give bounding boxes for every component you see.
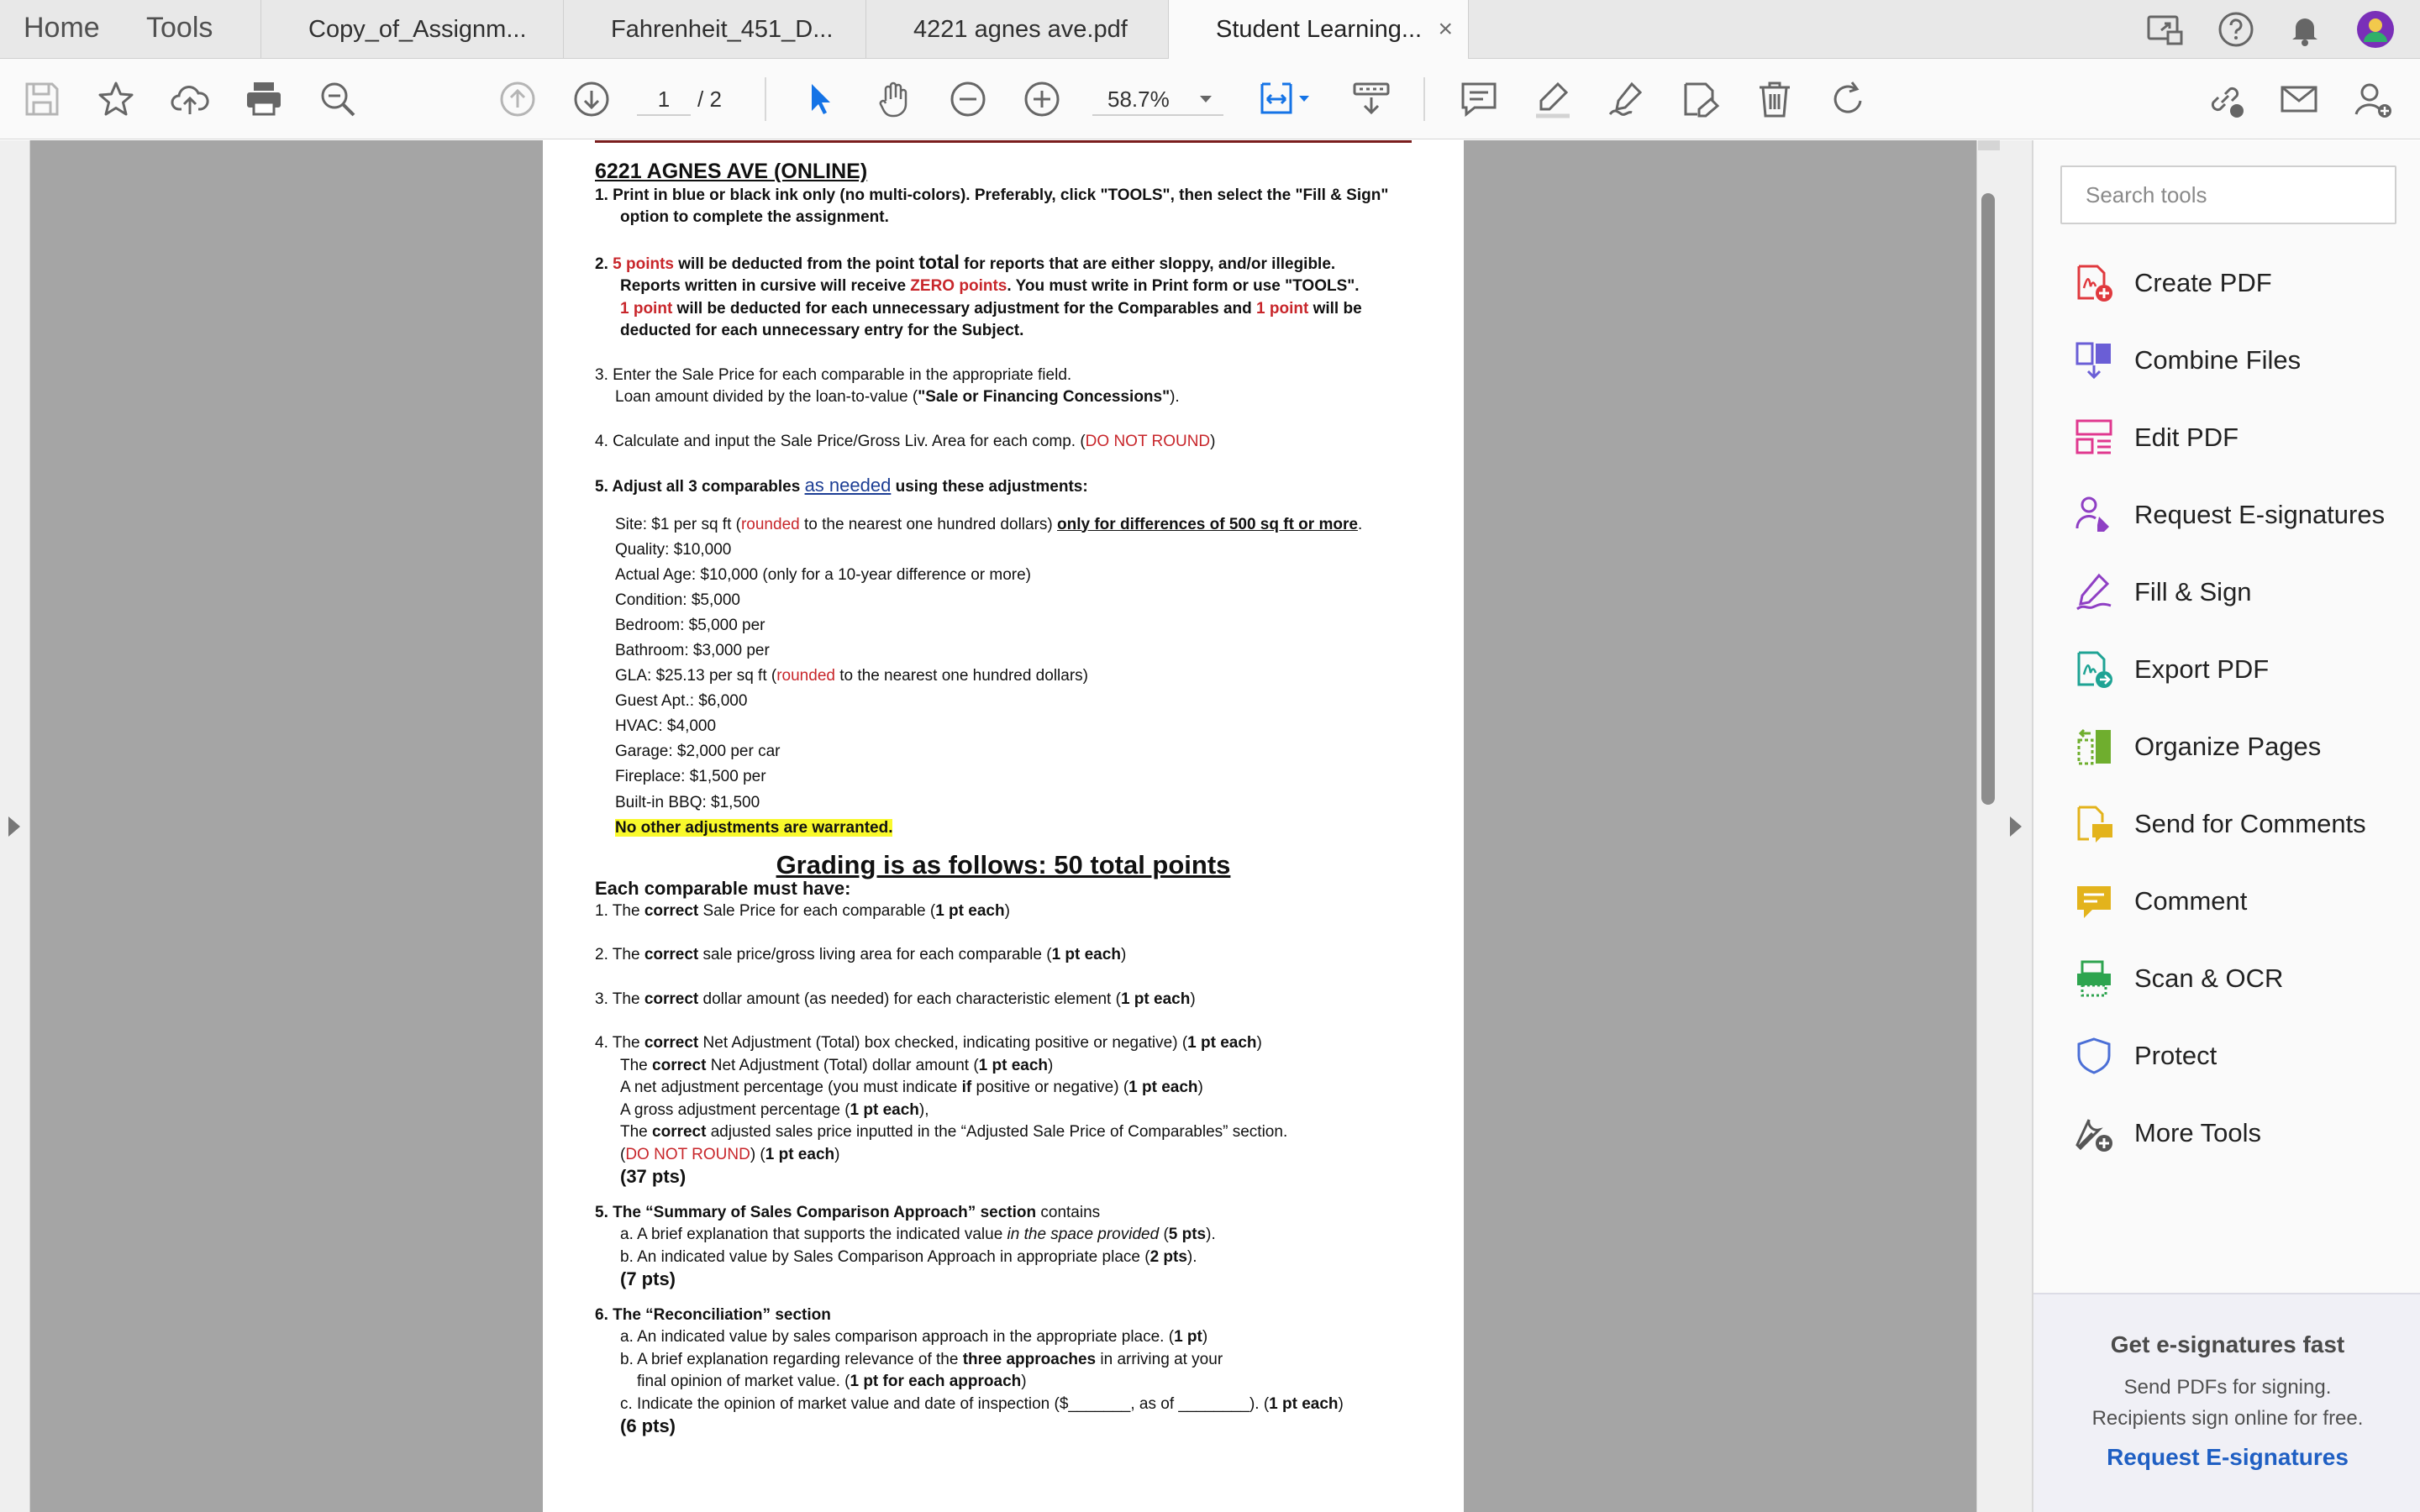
text-run: . You must write in Print form or use "TOOLS". <box>1007 277 1360 295</box>
text-run: The <box>620 1056 653 1074</box>
grading-1 <box>595 900 1412 923</box>
text-run: final opinion of market value. ( <box>637 1373 850 1391</box>
adj-hvac: HVAC: $4,000 <box>615 717 717 736</box>
chevron-down-icon <box>1200 96 1212 102</box>
request-esignatures-icon <box>2074 495 2114 535</box>
text-run: three approaches <box>962 1350 1097 1368</box>
protect-icon <box>2074 1036 2114 1076</box>
more-tools-icon <box>2074 1113 2114 1153</box>
tab-bar <box>0 0 2420 59</box>
tab-label: Student Learning... <box>1216 16 1423 43</box>
text-run: rounded <box>740 515 800 533</box>
tab-fahrenheit[interactable] <box>563 0 865 59</box>
text-run: in arriving at your <box>1096 1350 1223 1368</box>
next-page-icon[interactable] <box>571 79 612 119</box>
instruction-2-line4 <box>595 320 1412 343</box>
page-header-rule <box>595 140 1412 143</box>
share-screen-icon[interactable] <box>2146 10 2185 49</box>
adj-bedroom: Bedroom: $5,000 per <box>615 616 765 634</box>
text-run: 1 pt each <box>1128 1079 1198 1097</box>
zoom-out-icon[interactable] <box>948 79 988 119</box>
text-run: correct <box>652 1123 707 1142</box>
text-run: correct <box>644 990 699 1008</box>
add-user-icon[interactable] <box>2353 79 2393 119</box>
edit-form-icon[interactable] <box>1681 79 1721 119</box>
grading-4-line5 <box>595 1121 1412 1144</box>
text-run: 1 pt each <box>1269 1394 1339 1413</box>
text-run: deducted for each unnecessary entry for the Subject. <box>620 322 1024 339</box>
tool-send-for-comments[interactable] <box>2074 799 2410 849</box>
adj-condition: Condition: $5,000 <box>615 591 740 609</box>
grading-5a <box>595 1224 1412 1247</box>
spacer <box>595 343 1412 365</box>
grading-6a <box>595 1326 1412 1349</box>
text-run: 4. Calculate and input the Sale Price/Gross Liv. Area for each comp. ( <box>595 432 1086 450</box>
text-run: 2 pts <box>1150 1247 1187 1266</box>
text-run: for reports that are either sloppy, and/or illegible. <box>959 255 1336 273</box>
tools-nav[interactable]: Tools <box>146 12 213 44</box>
text-run: to the nearest one hundred dollars) <box>799 515 1058 533</box>
tab-label: Fahrenheit_451_D... <box>611 16 834 43</box>
grading-4-line4 <box>595 1100 1412 1122</box>
bookmark-star-icon[interactable] <box>96 79 136 119</box>
toolbar-divider <box>765 77 766 121</box>
text-run: 1 point <box>620 299 673 318</box>
tool-edit-pdf[interactable] <box>2074 412 2410 463</box>
spacer <box>595 499 1412 512</box>
instruction-3: 3. Enter the Sale Price for each comparable in the appropriate field. <box>595 365 1072 384</box>
text-run: 1 pt each <box>765 1145 835 1163</box>
promo-title: Get e-signatures fast <box>2110 1331 2345 1357</box>
tool-comment[interactable] <box>2074 876 2410 927</box>
text-run: b. An indicated value by Sales Comparison Approach in appropriate place ( <box>620 1247 1150 1266</box>
tool-label: Protect <box>2134 1041 2217 1070</box>
as-needed-link[interactable]: as needed <box>804 475 892 496</box>
zoom-in-icon[interactable] <box>1022 79 1062 119</box>
text-run: correct <box>644 901 699 920</box>
tool-label: More Tools <box>2134 1118 2262 1147</box>
comment-tool-icon[interactable] <box>1459 79 1499 119</box>
collapse-right-panel-icon[interactable] <box>2010 816 2022 837</box>
instruction-5 <box>595 475 1412 499</box>
tool-label: Create PDF <box>2134 268 2272 297</box>
text-run: correct <box>644 1034 699 1053</box>
rotate-icon[interactable] <box>1828 79 1869 119</box>
text-run: ). <box>1186 1247 1197 1266</box>
text-run: ( <box>1159 1226 1169 1244</box>
print-icon[interactable] <box>244 79 284 119</box>
adj-site <box>615 512 1412 538</box>
tool-label: Edit PDF <box>2134 423 2239 452</box>
tool-combine-files[interactable] <box>2074 335 2410 386</box>
text-run: 2. <box>595 255 608 273</box>
zoom-search-icon[interactable] <box>318 79 358 119</box>
comment-icon <box>2074 881 2114 921</box>
adj-gla <box>615 664 1412 689</box>
email-icon[interactable] <box>2279 79 2319 119</box>
main-toolbar <box>0 59 2420 139</box>
promo-line: Recipients sign online for free. <box>2091 1407 2364 1430</box>
organize-pages-icon <box>2074 727 2114 767</box>
adj-quality: Quality: $10,000 <box>615 540 732 559</box>
text-run: Reports written in cursive will receive <box>620 277 911 295</box>
instruction-2 <box>595 251 1412 276</box>
text-run: 6. The “Reconciliation” section <box>595 1305 831 1324</box>
pdf-page <box>543 140 1464 1512</box>
scrollbar-track[interactable] <box>1978 140 2000 150</box>
tab-agnes-ave-pdf[interactable] <box>865 0 1168 59</box>
tool-label: Combine Files <box>2134 345 2302 375</box>
text-run: ) <box>1004 901 1010 920</box>
page-total: / 2 <box>697 87 722 112</box>
grading-4-line2 <box>595 1055 1412 1078</box>
tool-label: Send for Comments <box>2134 809 2366 838</box>
text-run: 1 pt each <box>1187 1034 1257 1053</box>
spacer <box>595 922 1412 944</box>
grading-6 <box>595 1305 1412 1327</box>
adj-fireplace: Fireplace: $1,500 per <box>615 768 766 786</box>
text-run: in the space provided <box>1007 1226 1160 1244</box>
spacer <box>595 453 1412 475</box>
spacer <box>595 967 1412 989</box>
instruction-2-line2 <box>595 276 1412 298</box>
select-cursor-icon[interactable] <box>800 79 840 119</box>
text-run: ) <box>1197 1079 1203 1097</box>
text-run: ) ( <box>750 1145 765 1163</box>
tool-scan-ocr[interactable] <box>2074 953 2410 1004</box>
grading-6b <box>595 1349 1412 1372</box>
text-run: 1 pt <box>1174 1328 1202 1347</box>
text-run: only for differences of 500 sq ft or more <box>1057 515 1358 533</box>
text-run: . <box>1357 515 1363 533</box>
tab-student-learning[interactable] <box>1168 0 1469 59</box>
grading-4 <box>595 1032 1412 1055</box>
scan-ocr-icon <box>2074 958 2114 999</box>
tools-panel <box>2032 140 2420 1512</box>
text-run: to the nearest one hundred dollars) <box>834 667 1088 685</box>
tool-label: Fill & Sign <box>2134 577 2252 606</box>
text-run: ) <box>1210 432 1216 450</box>
adj-bbq: Built-in BBQ: $1,500 <box>615 793 760 811</box>
text-run: ) <box>1048 1056 1054 1074</box>
adj-bathroom: Bathroom: $3,000 per <box>615 641 770 659</box>
spacer <box>595 409 1412 431</box>
text-run: 1 pt for each approach <box>850 1373 1022 1391</box>
spacer <box>595 1189 1412 1202</box>
tool-export-pdf[interactable] <box>2074 644 2410 695</box>
previous-page-icon[interactable] <box>497 79 538 119</box>
text-run: c. Indicate the opinion of market value and date of inspection ( <box>620 1394 1060 1413</box>
grading-2 <box>595 944 1412 967</box>
doc-title: 6221 AGNES AVE (ONLINE) <box>595 160 868 183</box>
text-run: Sale Price for each comparable ( <box>698 901 936 920</box>
grading-5 <box>595 1202 1412 1225</box>
text-run: sale price/gross living area for each comparable ( <box>698 946 1052 964</box>
grading-6c <box>595 1394 1412 1416</box>
home-nav[interactable]: Home <box>24 12 100 44</box>
text-run: 1. Print in blue or black ink only (no multi-colors). Preferably, click "TOOLS", then select the "Fill & Sign" <box>595 186 1389 204</box>
points-6: (6 pts) <box>620 1415 676 1437</box>
spacer <box>595 1011 1412 1032</box>
text-run: $_______, as of ________ <box>1059 1394 1249 1413</box>
fill-sign-icon <box>2074 572 2114 612</box>
text-run: Loan amount divided by the loan-to-value ( <box>615 388 918 406</box>
create-pdf-icon <box>2074 263 2114 303</box>
text-run: Site: $1 per sq ft ( <box>615 515 741 533</box>
instruction-1-cont <box>595 207 1412 229</box>
hand-tool-icon[interactable] <box>874 79 914 119</box>
text-run: 3. <box>595 990 608 1008</box>
zoom-level-select[interactable] <box>1092 82 1223 116</box>
text-run: 5 pts <box>1168 1226 1207 1244</box>
grading-3 <box>595 989 1412 1011</box>
text-run: total <box>918 250 960 273</box>
tool-create-pdf[interactable] <box>2074 258 2410 308</box>
adj-note <box>615 816 1412 841</box>
text-run: ), <box>918 1100 929 1119</box>
text-run: 4. <box>595 1034 608 1053</box>
notification-bell-icon[interactable] <box>2286 10 2324 49</box>
promo-description <box>2033 1372 2420 1434</box>
tab-copy-of-assignment[interactable] <box>260 0 563 59</box>
grading-6b-cont <box>595 1371 1412 1394</box>
points-37: (37 pts) <box>620 1166 687 1188</box>
text-run: The <box>612 1034 644 1053</box>
text-run: 2. <box>595 946 608 964</box>
send-for-comments-icon <box>2074 804 2114 844</box>
adjustment-list <box>595 512 1412 841</box>
text-run: ) <box>1190 990 1196 1008</box>
text-run: 1 pt each <box>1120 990 1191 1008</box>
search-tools-input[interactable]: Search tools <box>2060 165 2396 224</box>
text-run: "Sale or Financing Concessions" <box>918 388 1171 406</box>
instruction-2-line3 <box>595 298 1412 321</box>
text-run: 5. The “Summary of Sales Comparison Approach” section <box>595 1203 1037 1221</box>
text-run: if <box>961 1079 972 1097</box>
text-run: The <box>612 946 644 964</box>
text-run: ). <box>1170 388 1180 406</box>
text-run: adjusted sales price inputted in the “Adjusted Sale Price of Comparables” section. <box>706 1123 1288 1142</box>
close-tab-icon[interactable]: × <box>1438 15 1453 43</box>
text-run: ) <box>1202 1328 1208 1347</box>
text-run: GLA: $25.13 per sq ft ( <box>615 667 777 685</box>
delete-trash-icon[interactable] <box>1754 79 1795 119</box>
text-run: 1 pt each <box>1051 946 1121 964</box>
each-comparable-heading: Each comparable must have: <box>595 878 851 900</box>
tab-label: 4221 agnes ave.pdf <box>913 16 1128 43</box>
share-link-icon[interactable] <box>2205 79 2245 119</box>
text-run: ) <box>1120 946 1127 964</box>
text-run: The <box>620 1123 653 1142</box>
text-run: DO NOT ROUND <box>625 1145 750 1163</box>
adj-guest: Guest Apt.: $6,000 <box>615 692 748 711</box>
tab-label: Copy_of_Assignm... <box>308 16 527 43</box>
text-run: 1. The <box>595 901 644 920</box>
adj-age: Actual Age: $10,000 (only for a 10-year difference or more) <box>615 565 1031 584</box>
text-run: ) <box>1256 1034 1262 1053</box>
help-icon[interactable] <box>2217 10 2255 49</box>
cloud-upload-icon[interactable] <box>170 79 210 119</box>
instruction-1 <box>595 185 1412 207</box>
promo-line: Send PDFs for signing. <box>2123 1376 2332 1399</box>
tool-organize-pages[interactable] <box>2074 722 2410 772</box>
text-run: ). <box>1206 1226 1216 1244</box>
text-run: ) <box>1338 1394 1344 1413</box>
esignature-promo <box>2033 1293 2420 1512</box>
tool-label: Organize Pages <box>2134 732 2322 761</box>
grading-5b <box>595 1247 1412 1269</box>
tool-label: Export PDF <box>2134 654 2270 684</box>
text-run: ) <box>1021 1373 1027 1391</box>
tool-label: Comment <box>2134 886 2248 916</box>
text-run: ( <box>620 1145 626 1163</box>
text-run: using these adjustments: <box>891 478 1088 496</box>
text-run: 1 pt each <box>850 1100 919 1119</box>
page-number-input[interactable]: 1 <box>637 82 691 116</box>
tool-label: Request E-signatures <box>2134 500 2386 529</box>
toolbar-divider <box>1423 77 1425 121</box>
text-run: contains <box>1036 1203 1101 1221</box>
text-run: option to complete the assignment. <box>620 208 889 226</box>
text-run: ) <box>834 1145 840 1163</box>
instruction-4 <box>595 431 1412 454</box>
text-run: will be deducted for each unnecessary adjustment for the Comparables and <box>672 299 1257 318</box>
edit-pdf-icon <box>2074 417 2114 458</box>
text-run: DO NOT ROUND <box>1085 432 1211 450</box>
text-run: A net adjustment percentage (you must indicate <box>620 1079 962 1097</box>
adj-garage: Garage: $2,000 per car <box>615 743 781 761</box>
spacer <box>595 229 1412 251</box>
spacer <box>595 1291 1412 1305</box>
text-run: correct <box>652 1056 707 1074</box>
text-run: a. An indicated value by sales comparison approach in the appropriate place. ( <box>620 1328 1175 1347</box>
tool-request-esignatures[interactable] <box>2074 490 2410 540</box>
points-7: (7 pts) <box>620 1268 676 1290</box>
text-run: rounded <box>776 667 835 685</box>
save-icon[interactable] <box>22 79 62 119</box>
text-run: dollar amount (as needed) for each characteristic element ( <box>698 990 1121 1008</box>
text-run: 5. Adjust all 3 comparables <box>595 478 805 496</box>
text-run: 5 points <box>613 255 674 273</box>
scrolling-mode-icon[interactable] <box>1351 79 1392 119</box>
zoom-value: 58.7% <box>1107 87 1170 112</box>
export-pdf-icon <box>2074 649 2114 690</box>
text-run: Net Adjustment (Total) dollar amount ( <box>706 1056 979 1074</box>
text-run: correct <box>644 946 699 964</box>
signature-pen-icon[interactable] <box>1607 79 1647 119</box>
text-run: positive or negative) ( <box>971 1079 1129 1097</box>
fit-page-icon[interactable] <box>1257 79 1316 119</box>
text-run: 1 pt each <box>978 1056 1049 1074</box>
text-run: a. A brief explanation that supports the indicated value <box>620 1226 1007 1244</box>
instruction-3-cont <box>595 386 1412 409</box>
text-run: b. A brief explanation regarding relevance of the <box>620 1350 963 1368</box>
avatar[interactable] <box>2356 10 2395 49</box>
vertical-scrollbar[interactable] <box>1981 193 1995 805</box>
text-run: A gross adjustment percentage ( <box>620 1100 850 1119</box>
text-run: ). ( <box>1249 1394 1270 1413</box>
text-run: Net Adjustment (Total) box checked, indicating positive or negative) ( <box>698 1034 1188 1053</box>
request-esignatures-link[interactable]: Request E-signatures <box>2107 1444 2349 1470</box>
combine-files-icon <box>2074 340 2114 381</box>
page-content <box>595 160 1412 1438</box>
text-run: No other adjustments are warranted. <box>615 818 893 837</box>
tool-label: Scan & OCR <box>2134 963 2284 993</box>
text-run: ZERO points <box>910 277 1007 295</box>
highlight-icon[interactable] <box>1533 79 1573 119</box>
text-run: 1 pt each <box>935 901 1005 920</box>
text-run: 1 point <box>1256 299 1309 318</box>
text-run: will be <box>1308 299 1362 318</box>
tool-protect[interactable] <box>2074 1031 2410 1081</box>
tool-fill-sign[interactable] <box>2074 567 2410 617</box>
grading-4-line6 <box>595 1144 1412 1167</box>
grading-heading: Grading is as follows: 50 total points <box>776 849 1231 879</box>
grading-4-line3 <box>595 1077 1412 1100</box>
text-run: will be deducted from the point <box>673 255 919 273</box>
text-run: The <box>612 990 644 1008</box>
tool-more-tools[interactable] <box>2074 1108 2410 1158</box>
expand-left-panel-icon[interactable] <box>8 816 20 837</box>
